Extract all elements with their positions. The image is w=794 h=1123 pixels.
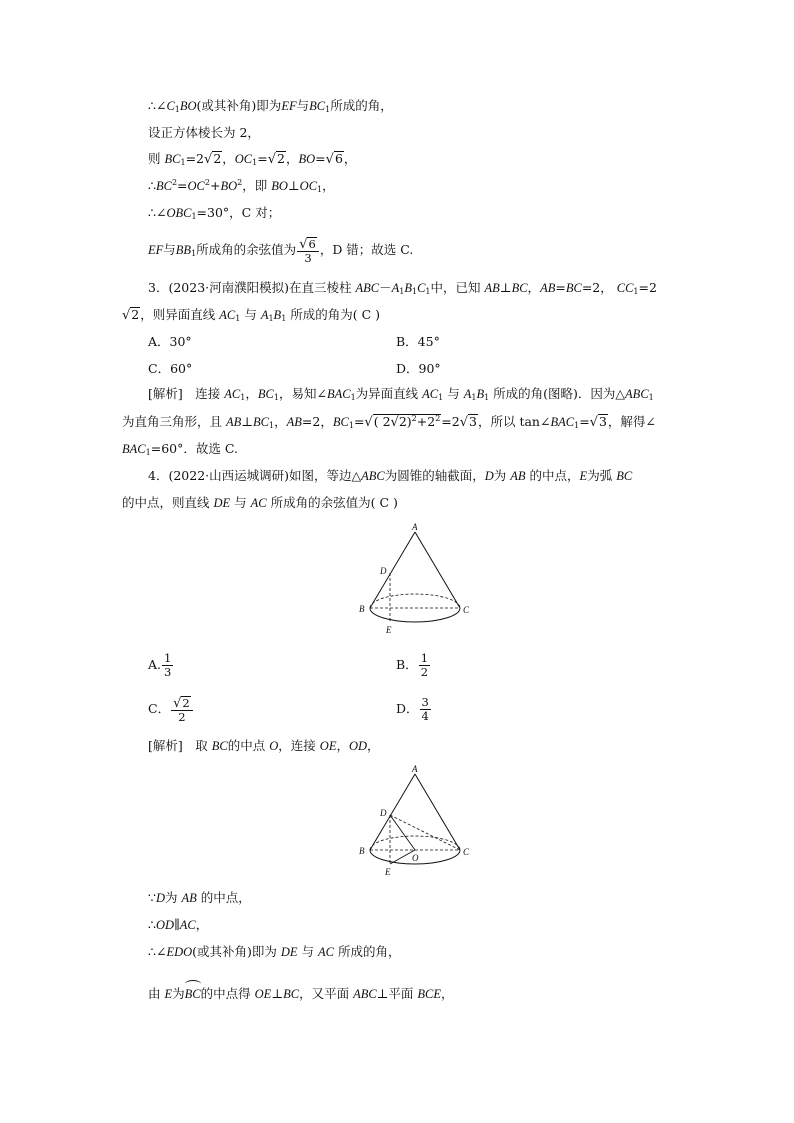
cone-figure-1 [350, 522, 480, 640]
q4-step-4: 由 E为BC的中点得 OE⊥BC，又平面 ABC⊥平面 BCE， [148, 986, 454, 1001]
q3-option-c: C．60° [148, 361, 193, 376]
q4-analysis-line-1: [解析] 取 BC的中点 O，连接 OE，OD， [148, 738, 380, 753]
solution-line-4: $\therefore BC^2=OC^2+BO^2$，即 $BO\perp OC_1$， [148, 178, 335, 194]
q4-step-1: ∵D为 AB 的中点， [148, 890, 251, 905]
q3-option-b: B．45° [396, 334, 440, 349]
fig1-label-a: A [412, 522, 418, 532]
fig1-label-e: E [386, 625, 392, 635]
q3-stem-line-1: 3．(2023·河南濮阳模拟)在直三棱柱 $ABC-A_1B_1C_1$中，已知 AB⊥BC，AB=BC=2， $CC_1=2$ [148, 280, 657, 296]
q4-option-b: B． $\frac{1}{2}$ [396, 651, 429, 679]
fig2-label-d: D [380, 808, 387, 818]
q3-analysis-line-3: $BAC_1=60^\circ$．故选 C. [122, 441, 238, 457]
q3-analysis-line-1: [解析] 连接 $AC_1$，$BC_1$，易知$\angle BAC_1$为异面直线 $AC_1$ 与 $A_1B_1$ 所成的角(图略)．因为$\triangle ABC_1$ [148, 386, 654, 402]
solution-line-3: 则 $BC_1=2√2$，$OC_1=√2$，BO=√6， [148, 151, 357, 167]
fig2-label-e: E [385, 867, 391, 877]
q4-step-3: ∴∠EDO(或其补角)即为 DE 与 AC 所成的角， [148, 944, 401, 959]
fig1-label-c: C [463, 605, 470, 615]
fig2-label-b: B [359, 846, 365, 856]
fig2-label-c: C [463, 847, 470, 857]
cone-figure-2 [350, 764, 480, 880]
solution-line-6: EF与$BB_1$所成角的余弦值为 $\frac{√6}{3}$ ，D 错；故选 C. [148, 236, 414, 265]
fig2-label-o: O [412, 853, 419, 863]
fig1-label-d: D [380, 566, 387, 576]
q4-option-a: A. $\frac{1}{3}$ [148, 651, 172, 679]
fig2-label-a: A [412, 764, 418, 774]
fig1-label-b: B [359, 604, 365, 614]
solution-line-2: 设正方体棱长为 2， [148, 125, 260, 140]
q3-analysis-line-2: 为直角三角形，且 $AB\perp BC_1$，AB=2，$BC_1=√$( $2√2)^2+2^2=2√3$，所以 $\tan\angle BAC_1=√3$，解得∠ [122, 414, 656, 430]
solution-line-5: $\therefore\angle OBC_1=30^\circ$，C 对； [148, 205, 281, 221]
q4-stem-line-1: 4．(2022·山西运城调研)如图，等边△ABC为圆锥的轴截面，D为 AB 的中点，E为弧 BC [148, 468, 633, 483]
solution-line-1: $\therefore\angle C_1BO$(或其补角)即为EF与$BC_1$所成的角， [148, 98, 393, 114]
q4-option-d: D． $\frac{3}{4}$ [396, 695, 429, 723]
q3-stem-line-2: √2，则异面直线 $AC_1$ 与 $A_1B_1$ 所成的角为( C ) [122, 307, 381, 323]
q4-option-c: C． $\frac{√2}{2}$ [148, 694, 194, 724]
q4-step-2: ∴OD∥AC， [148, 917, 209, 932]
q4-stem-line-2: 的中点，则直线 DE 与 AC 所成角的余弦值为( C ) [122, 495, 398, 510]
q3-option-d: D．90° [396, 361, 441, 376]
q3-option-a: A．30° [148, 334, 192, 349]
